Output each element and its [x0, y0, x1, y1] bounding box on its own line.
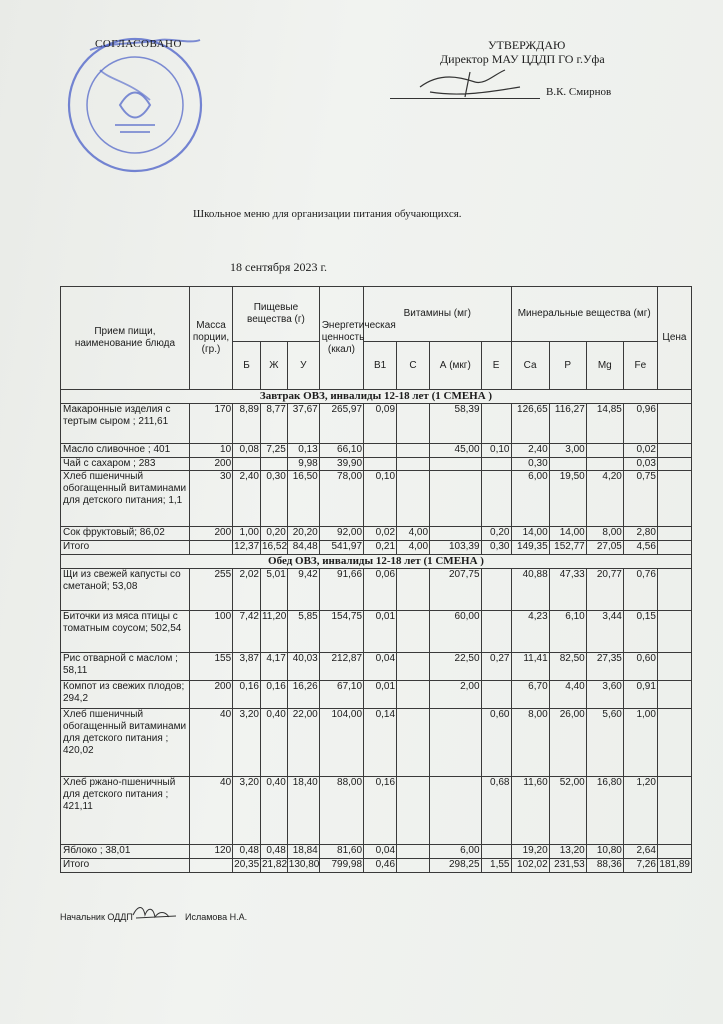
cell-a: 2,00	[430, 681, 482, 709]
cell-mass: 155	[189, 653, 232, 681]
cell-energy: 66,10	[319, 444, 363, 458]
cell-mass	[189, 541, 232, 555]
cell-ca: 6,00	[511, 471, 549, 527]
cell-c	[397, 611, 430, 653]
cell-price	[657, 471, 691, 527]
cell-e	[481, 569, 511, 611]
cell-e	[481, 471, 511, 527]
cell-b: 3,20	[233, 709, 261, 777]
cell-c	[397, 471, 430, 527]
dish-name: Биточки из мяса птицы с томатным соусом; 502,54	[61, 611, 190, 653]
director-name: В.К. Смирнов	[546, 86, 612, 98]
cell-price	[657, 777, 691, 845]
cell-fe: 0,75	[623, 471, 657, 527]
table-row	[61, 653, 692, 681]
header-minerals: Минеральные вещества (мг)	[511, 287, 657, 342]
header-zh: Ж	[260, 342, 287, 390]
cell-zh: 11,20	[260, 611, 287, 653]
table-row	[61, 569, 692, 611]
header-price: Цена	[657, 287, 691, 390]
cell-zh: 8,77	[260, 404, 287, 444]
cell-p: 116,27	[549, 404, 586, 444]
dish-name: Итого	[61, 859, 190, 873]
cell-b1: 0,06	[364, 569, 397, 611]
cell-mg	[586, 444, 623, 458]
cell-c	[397, 859, 430, 873]
cell-u: 40,03	[287, 653, 319, 681]
cell-a: 58,39	[430, 404, 482, 444]
cell-zh: 7,25	[260, 444, 287, 458]
cell-mass: 255	[189, 569, 232, 611]
cell-b1: 0,02	[364, 527, 397, 541]
cell-u: 9,42	[287, 569, 319, 611]
cell-zh: 0,20	[260, 527, 287, 541]
cell-e: 0,20	[481, 527, 511, 541]
cell-e	[481, 611, 511, 653]
dish-name: Щи из свежей капусты со сметаной; 53,08	[61, 569, 190, 611]
cell-p: 152,77	[549, 541, 586, 555]
header-fe: Fe	[623, 342, 657, 390]
cell-u: 18,84	[287, 845, 319, 859]
cell-c	[397, 458, 430, 471]
cell-mg: 88,36	[586, 859, 623, 873]
dish-name: Макаронные изделия с тертым сыром ; 211,61	[61, 404, 190, 444]
cell-mg: 16,80	[586, 777, 623, 845]
cell-b: 2,02	[233, 569, 261, 611]
cell-fe: 0,76	[623, 569, 657, 611]
cell-ca: 4,23	[511, 611, 549, 653]
cell-u: 16,26	[287, 681, 319, 709]
cell-a: 103,39	[430, 541, 482, 555]
cell-b: 1,00	[233, 527, 261, 541]
cell-b1	[364, 458, 397, 471]
cell-b: 20,35	[233, 859, 261, 873]
cell-p: 14,00	[549, 527, 586, 541]
table-row	[61, 681, 692, 709]
cell-ca: 0,30	[511, 458, 549, 471]
cell-p: 3,00	[549, 444, 586, 458]
cell-u: 130,80	[287, 859, 319, 873]
cell-a: 22,50	[430, 653, 482, 681]
cell-fe: 4,56	[623, 541, 657, 555]
cell-zh: 16,52	[260, 541, 287, 555]
cell-energy: 91,66	[319, 569, 363, 611]
cell-c	[397, 404, 430, 444]
cell-e	[481, 404, 511, 444]
cell-mg: 27,05	[586, 541, 623, 555]
cell-u: 22,00	[287, 709, 319, 777]
cell-p: 19,50	[549, 471, 586, 527]
cell-ca: 6,70	[511, 681, 549, 709]
cell-b1	[364, 444, 397, 458]
table-row	[61, 541, 692, 555]
cell-a	[430, 777, 482, 845]
cell-ca: 149,35	[511, 541, 549, 555]
cell-mg: 3,44	[586, 611, 623, 653]
cell-b: 12,37	[233, 541, 261, 555]
cell-fe: 7,26	[623, 859, 657, 873]
cell-price	[657, 611, 691, 653]
cell-p: 13,20	[549, 845, 586, 859]
cell-b: 3,87	[233, 653, 261, 681]
cell-p: 52,00	[549, 777, 586, 845]
cell-ca: 14,00	[511, 527, 549, 541]
cell-a: 45,00	[430, 444, 482, 458]
header-b: Б	[233, 342, 261, 390]
cell-ca: 126,65	[511, 404, 549, 444]
table-row	[61, 458, 692, 471]
cell-mass: 30	[189, 471, 232, 527]
cell-c	[397, 569, 430, 611]
cell-mass	[189, 859, 232, 873]
dish-name: Яблоко ; 38,01	[61, 845, 190, 859]
cell-e: 0,27	[481, 653, 511, 681]
cell-zh	[260, 458, 287, 471]
cell-fe: 2,80	[623, 527, 657, 541]
approval-right-label: УТВЕРЖДАЮ	[488, 38, 566, 52]
cell-p: 47,33	[549, 569, 586, 611]
cell-a: 298,25	[430, 859, 482, 873]
cell-mg: 5,60	[586, 709, 623, 777]
cell-zh: 0,48	[260, 845, 287, 859]
cell-energy: 88,00	[319, 777, 363, 845]
dish-name: Сок фруктовый; 86,02	[61, 527, 190, 541]
cell-p: 82,50	[549, 653, 586, 681]
cell-e: 0,30	[481, 541, 511, 555]
cell-e: 0,60	[481, 709, 511, 777]
cell-b1: 0,01	[364, 611, 397, 653]
cell-e: 0,10	[481, 444, 511, 458]
cell-energy: 78,00	[319, 471, 363, 527]
cell-u: 16,50	[287, 471, 319, 527]
header-mass: Масса порции, (гр.)	[189, 287, 232, 390]
cell-c	[397, 681, 430, 709]
cell-price	[657, 444, 691, 458]
cell-price	[657, 653, 691, 681]
cell-ca: 11,41	[511, 653, 549, 681]
cell-b: 7,42	[233, 611, 261, 653]
cell-zh: 0,40	[260, 777, 287, 845]
cell-c	[397, 845, 430, 859]
header-ca: Са	[511, 342, 549, 390]
cell-c	[397, 653, 430, 681]
table-row	[61, 527, 692, 541]
cell-p	[549, 458, 586, 471]
table-row	[61, 709, 692, 777]
cell-u: 20,20	[287, 527, 319, 541]
cell-mass: 120	[189, 845, 232, 859]
header-c: С	[397, 342, 430, 390]
cell-energy: 541,97	[319, 541, 363, 555]
table-row	[61, 777, 692, 845]
header-a: А (мкг)	[430, 342, 482, 390]
table-row	[61, 444, 692, 458]
cell-mg: 3,60	[586, 681, 623, 709]
cell-b: 0,16	[233, 681, 261, 709]
cell-p: 6,10	[549, 611, 586, 653]
cell-b: 3,20	[233, 777, 261, 845]
cell-mg: 4,20	[586, 471, 623, 527]
cell-price	[657, 569, 691, 611]
table-row	[61, 859, 692, 873]
cell-fe: 0,03	[623, 458, 657, 471]
cell-price: 181,89	[657, 859, 691, 873]
dish-name: Чай с сахаром ; 283	[61, 458, 190, 471]
cell-c	[397, 444, 430, 458]
cell-mass: 40	[189, 777, 232, 845]
cell-mass: 170	[189, 404, 232, 444]
header-energy: Энергетическая ценность (ккал)	[319, 287, 363, 390]
cell-a	[430, 471, 482, 527]
cell-energy: 212,87	[319, 653, 363, 681]
cell-price	[657, 541, 691, 555]
cell-zh: 5,01	[260, 569, 287, 611]
cell-e	[481, 845, 511, 859]
cell-price	[657, 458, 691, 471]
section-title: Обед ОВЗ, инвалиды 12-18 лет (1 СМЕНА )	[61, 555, 692, 569]
cell-energy: 92,00	[319, 527, 363, 541]
cell-price	[657, 681, 691, 709]
cell-b1: 0,04	[364, 845, 397, 859]
cell-b1: 0,01	[364, 681, 397, 709]
header-mg: Mg	[586, 342, 623, 390]
cell-b: 2,40	[233, 471, 261, 527]
document-date: 18 сентября 2023 г.	[230, 260, 328, 274]
cell-u: 9,98	[287, 458, 319, 471]
table-row	[61, 404, 692, 444]
cell-b1: 0,14	[364, 709, 397, 777]
cell-mass: 100	[189, 611, 232, 653]
cell-mass: 10	[189, 444, 232, 458]
cell-u: 5,85	[287, 611, 319, 653]
cell-u: 84,48	[287, 541, 319, 555]
dish-name: Хлеб пшеничный обогащенный витаминами для детского питания; 1,1	[61, 471, 190, 527]
table-row	[61, 471, 692, 527]
header-vitamins: Витамины (мг)	[364, 287, 511, 342]
cell-a	[430, 527, 482, 541]
footer-name: Исламова Н.А.	[185, 912, 248, 922]
cell-price	[657, 709, 691, 777]
cell-a	[430, 458, 482, 471]
dish-name: Масло сливочное ; 401	[61, 444, 190, 458]
footer-position: Начальник ОДДП	[60, 912, 133, 922]
header-b1: В1	[364, 342, 397, 390]
director-position: Директор МАУ ЦДДП ГО г.Уфа	[440, 52, 605, 66]
cell-energy: 81,60	[319, 845, 363, 859]
cell-mg: 14,85	[586, 404, 623, 444]
cell-zh: 0,40	[260, 709, 287, 777]
cell-energy: 67,10	[319, 681, 363, 709]
signature-line	[390, 98, 540, 99]
cell-b: 0,08	[233, 444, 261, 458]
cell-b: 0,48	[233, 845, 261, 859]
header-meal: Прием пищи, наименование блюда	[61, 287, 190, 390]
cell-a: 6,00	[430, 845, 482, 859]
dish-name: Компот из свежих плодов; 294,2	[61, 681, 190, 709]
cell-mass: 200	[189, 458, 232, 471]
cell-price	[657, 527, 691, 541]
cell-b	[233, 458, 261, 471]
header-p: Р	[549, 342, 586, 390]
cell-price	[657, 404, 691, 444]
cell-c: 4,00	[397, 527, 430, 541]
cell-u: 0,13	[287, 444, 319, 458]
cell-b1: 0,10	[364, 471, 397, 527]
cell-energy: 39,90	[319, 458, 363, 471]
cell-fe: 0,91	[623, 681, 657, 709]
cell-fe: 2,64	[623, 845, 657, 859]
header-nutrients: Пищевые вещества (г)	[233, 287, 320, 342]
cell-fe: 0,60	[623, 653, 657, 681]
cell-ca: 40,88	[511, 569, 549, 611]
cell-mg: 8,00	[586, 527, 623, 541]
cell-ca: 8,00	[511, 709, 549, 777]
cell-fe: 0,15	[623, 611, 657, 653]
cell-b: 8,89	[233, 404, 261, 444]
cell-fe: 0,96	[623, 404, 657, 444]
cell-energy: 265,97	[319, 404, 363, 444]
cell-ca: 2,40	[511, 444, 549, 458]
cell-mass: 40	[189, 709, 232, 777]
dish-name: Хлеб пшеничный обогащенный витаминами для детского питания ; 420,02	[61, 709, 190, 777]
menu-table	[60, 286, 692, 873]
cell-e	[481, 681, 511, 709]
cell-mass: 200	[189, 681, 232, 709]
document-title: Школьное меню для организации питания обучающихся.	[193, 208, 462, 220]
cell-energy: 799,98	[319, 859, 363, 873]
cell-e: 1,55	[481, 859, 511, 873]
cell-u: 18,40	[287, 777, 319, 845]
cell-energy: 104,00	[319, 709, 363, 777]
cell-zh: 0,16	[260, 681, 287, 709]
cell-mass: 200	[189, 527, 232, 541]
cell-fe: 0,02	[623, 444, 657, 458]
cell-fe: 1,20	[623, 777, 657, 845]
cell-b1: 0,04	[364, 653, 397, 681]
header-e: Е	[481, 342, 511, 390]
director-signature	[410, 62, 530, 102]
cell-ca: 11,60	[511, 777, 549, 845]
cell-ca: 102,02	[511, 859, 549, 873]
cell-mg: 20,77	[586, 569, 623, 611]
table-row	[61, 845, 692, 859]
table-row	[61, 611, 692, 653]
cell-a: 60,00	[430, 611, 482, 653]
dish-name: Итого	[61, 541, 190, 555]
cell-zh: 4,17	[260, 653, 287, 681]
cell-c: 4,00	[397, 541, 430, 555]
cell-b1: 0,46	[364, 859, 397, 873]
cell-p: 26,00	[549, 709, 586, 777]
cell-zh: 21,82	[260, 859, 287, 873]
cell-a	[430, 709, 482, 777]
cell-zh: 0,30	[260, 471, 287, 527]
cell-c	[397, 777, 430, 845]
cell-c	[397, 709, 430, 777]
cell-mg: 10,80	[586, 845, 623, 859]
cell-a: 207,75	[430, 569, 482, 611]
cell-b1: 0,21	[364, 541, 397, 555]
cell-mg: 27,35	[586, 653, 623, 681]
dish-name: Рис отварной с маслом ; 58,11	[61, 653, 190, 681]
cell-price	[657, 845, 691, 859]
cell-e: 0,68	[481, 777, 511, 845]
cell-energy: 154,75	[319, 611, 363, 653]
cell-b1: 0,09	[364, 404, 397, 444]
section-title: Завтрак ОВЗ, инвалиды 12-18 лет (1 СМЕНА )	[61, 390, 692, 404]
cell-p: 4,40	[549, 681, 586, 709]
cell-e	[481, 458, 511, 471]
approval-left-label: СОГЛАСОВАНО	[95, 38, 182, 50]
cell-mg	[586, 458, 623, 471]
header-u: У	[287, 342, 319, 390]
cell-u: 37,67	[287, 404, 319, 444]
cell-ca: 19,20	[511, 845, 549, 859]
footer-signature	[128, 900, 183, 922]
cell-p: 231,53	[549, 859, 586, 873]
round-seal-stamp	[60, 30, 210, 180]
cell-b1: 0,16	[364, 777, 397, 845]
cell-fe: 1,00	[623, 709, 657, 777]
dish-name: Хлеб ржано-пшеничный для детского питания ; 421,11	[61, 777, 190, 845]
